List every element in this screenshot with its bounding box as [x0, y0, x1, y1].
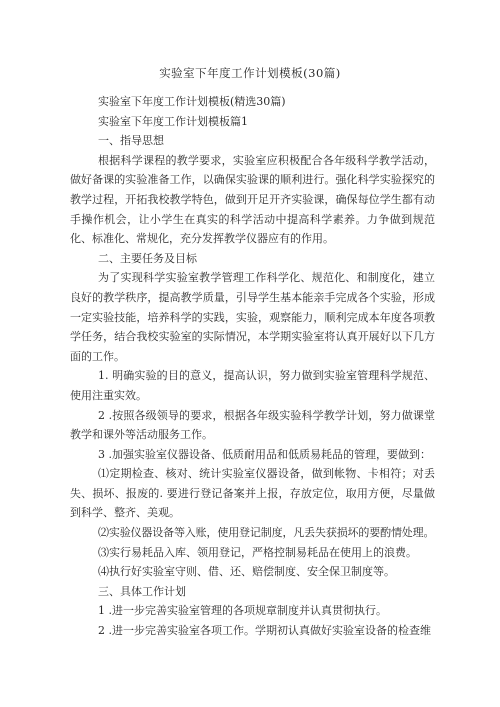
paragraph-guiding-ideology: 根据科学课程的教学要求，实验室应积极配合各年级科学教学活动，做好备课的实验准备工作，以确保实验课的顺利进行。强化科学实验探究的教学过程，开拓我校教学特色，做到开足开齐实验课，确保每位学生都有动手操作机会，让小学生在真实的科学活动中提高科学素养。力争做到规范化、标准化、常规化，充分发挥教学仪器应有的作用。	[70, 153, 435, 246]
document-body	[70, 92, 435, 641]
section-title: 实验室下年度工作计划模板篇1	[98, 114, 248, 128]
plan-item-1: 1 .进一步完善实验室管理的各项规章制度并认真贯彻执行。	[98, 604, 387, 618]
document-title: 实验室下年度工作计划模板(30篇)	[159, 66, 341, 80]
list-item-1: 1. 明确实验的目的意义，提高认识，努力做到实验室管理科学规范、使用注重实效。	[70, 369, 435, 402]
list-item-3: 3 .加强实验室仪器设备、低质耐用品和低质易耗品的管理，要做到：	[98, 447, 431, 461]
heading-guiding-ideology: 一、指导思想	[98, 134, 164, 148]
sub-item-2: ⑵实验仪器设备等入账，使用登记制度，凡丢失获损坏的要酌情处理。	[98, 526, 435, 540]
heading-main-tasks: 二、主要任务及目标	[98, 251, 197, 265]
subtitle: 实验室下年度工作计划模板(精选30篇)	[98, 95, 286, 108]
sub-item-4: ⑷执行好实验室守则、借、还、赔偿制度、安全保卫制度等。	[98, 565, 395, 579]
sub-item-1: ⑴定期检查、核对、统计实验室仪器设备，做到帐物、卡相符；对丢失、损坏、报废的. 要进行登记备案并上报，存放定位，取用方便，尽量做到科学、整齐、美观。	[70, 467, 435, 520]
plan-item-2: 2 .进一步完善实验室各项工作。学期初认真做好实验室设备的检查维	[98, 624, 431, 638]
heading-work-plan: 三、具体工作计划	[98, 584, 186, 598]
sub-item-3: ⑶实行易耗品入库、领用登记，严格控制易耗品在使用上的浪费。	[98, 545, 417, 559]
list-item-2: 2 .按照各级领导的要求，根据各年级实验科学教学计划，努力做课堂教学和课外等活动服务工作。	[70, 408, 435, 442]
paragraph-main-tasks: 为了实现科学实验室教学管理工作科学化、规范化、和制度化，建立良好的教学秩序，提高教学质量，引导学生基本能亲手完成各个实验，形成一定实验技能，培养科学的实践，实验，观察能力，顺利完成本年度各项教学任务，结合我校实验室的实际情况，本学期实验室将认真开展好以下几方面的工作。	[70, 271, 435, 363]
